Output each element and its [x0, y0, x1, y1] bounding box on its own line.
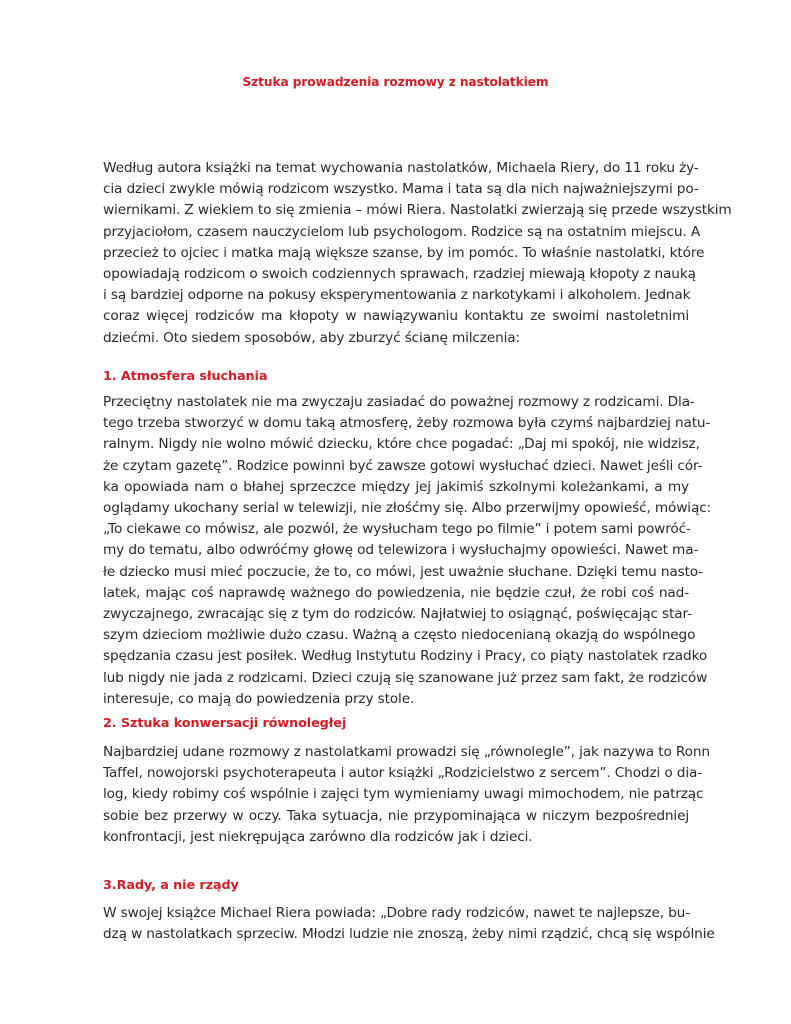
text-line: cia dzieci zwykle mówią rodzicom wszystko. Mama i tata są dla nich najważniejszymi po-	[103, 181, 699, 198]
text-line: przecież to ojciec i matka mają większe szanse, by im pomóc. To właśnie nastolatki, które	[103, 244, 705, 261]
text-line: ralnym. Nigdy nie wolno mówić dziecku, które chce pogadać: „Daj mi spokój, nie widzisz,	[103, 436, 700, 453]
text-line: dzą w nastolatkach sprzeciw. Młodzi ludzie nie znoszą, żeby nimi rządzić, chcą się wspólnie	[103, 926, 715, 943]
section-heading-1: 1. Atmosfera słuchania	[103, 369, 268, 384]
text-line: Przeciętny nastolatek nie ma zwyczaju zasiadać do poważnej rozmowy z rodzicami. Dla-	[103, 394, 695, 410]
text-line: wiernikami. Z wiekiem to się zmienia – mówi Riera. Nastolatki zwierzają się przede wszystkim	[103, 202, 732, 219]
text-line: łe dziecko musi mieć poczucie, że to, co mówi, jest uważnie słuchane. Dzięki temu nasto-	[103, 563, 704, 580]
text-line: oglądamy ukochany serial w telewizji, nie złośćmy się. Albo przerwijmy opowieść, mówiąc:	[103, 500, 712, 517]
intro-paragraph	[103, 158, 732, 349]
text-line: tego trzeba stworzyć w domu taką atmosferę, żeby rozmowa była czymś najbardziej natu-	[103, 415, 711, 432]
document-title: Sztuka prowadzenia rozmowy z nastolatkiem	[242, 75, 549, 89]
section-heading-2: 2. Sztuka konwersacji równoległej	[103, 716, 347, 731]
text-line: coraz więcej rodziców ma kłopoty w nawiązywaniu kontaktu ze swoimi nastoletnimi	[103, 308, 689, 325]
text-line: opowiadają rodzicom o swoich codziennych sprawach, rzadziej miewają kłopoty z nauką	[103, 266, 696, 283]
section-3-paragraph	[103, 903, 715, 945]
section-heading-3: 3.Rady, a nie rządy	[103, 878, 239, 893]
text-line: interesuje, co mają do powiedzenia przy stole.	[103, 690, 415, 707]
section-2-paragraph	[103, 742, 710, 848]
section-1-paragraph	[103, 392, 712, 710]
text-line: lub nigdy nie jada z rodzicami. Dzieci czują się szanowane już przez sam fakt, że rodziców	[103, 669, 708, 686]
text-line: ka opowiada nam o błahej sprzeczce między jej jakimiś szkolnymi koleżankami, a my	[103, 478, 689, 495]
text-line: „To ciekawe co mówisz, ale pozwól, że wysłucham tego po filmie” i potem sami powróć-	[103, 521, 691, 538]
text-line: konfrontacji, jest niekrępująca zarówno dla rodziców jak i dzieci.	[103, 828, 533, 845]
text-line: przyjaciołom, czasem nauczycielom lub psychologom. Rodzice są na ostatnim miejscu. A	[103, 223, 701, 240]
text-line: spędzania czasu jest posiłek. Według Instytutu Rodziny i Pracy, co piąty nastolatek rzadko	[103, 648, 708, 665]
text-line: Najbardziej udane rozmowy z nastolatkami prowadzi się „równolegle”, jak nazywa to Ronn	[103, 744, 710, 760]
text-line: Według autora książki na temat wychowania nastolatków, Michaela Riery, do 11 roku ży-	[103, 160, 699, 176]
text-line: dziećmi. Oto siedem sposobów, aby zburzyć ścianę milczenia:	[103, 329, 520, 346]
text-line: sobie bez przerwy w oczy. Taka sytuacja, nie przypominająca w niczym bezpośredniej	[103, 807, 689, 824]
text-line: my do tematu, albo odwróćmy głowę od telewizora i wysłuchajmy opowieści. Nawet ma-	[103, 542, 699, 559]
text-line: log, kiedy robimy coś wspólnie i zajęci tym wymieniamy uwagi mimochodem, nie patrząc	[103, 786, 704, 803]
text-line: i są bardziej odporne na pokusy eksperymentowania z narkotykami i alkoholem. Jednak	[103, 287, 691, 304]
text-line: że czytam gazetę”. Rodzice powinni być zawsze gotowi wysłuchać dzieci. Nawet jeśli cór-	[103, 457, 703, 474]
text-line: Taffel, nowojorski psychoterapeuta i autor książki „Rodzicielstwo z sercem”. Chodzi o dia-	[103, 765, 702, 782]
text-line: szym dzieciom możliwie dużo czasu. Ważną a często niedocenianą okazją do wspólnego	[103, 627, 696, 644]
text-line: zwyczajnego, zwracając się z tym do rodziców. Najłatwiej to osiągnąć, poświęcając star-	[103, 606, 692, 623]
text-line: latek, mając coś naprawdę ważnego do powiedzenia, nie będzie czuł, że robi coś nad-	[103, 584, 689, 601]
text-line: W swojej książce Michael Riera powiada: „Dobre rady rodziców, nawet te najlepsze, bu-	[103, 905, 690, 921]
